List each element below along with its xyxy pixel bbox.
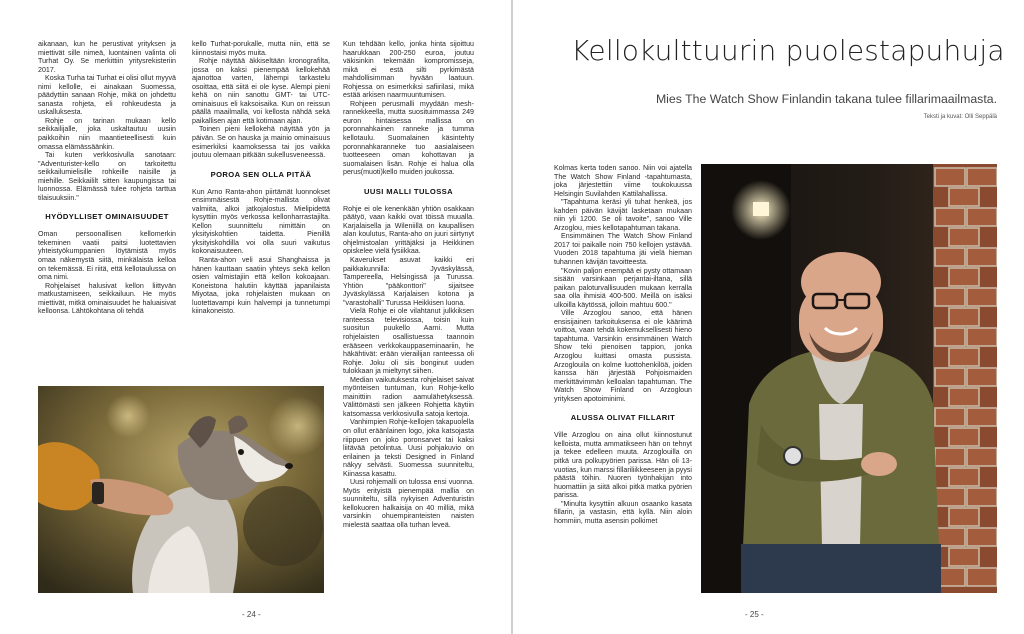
page-number-right: - 25 - <box>745 610 764 619</box>
article-credit: Teksti ja kuvat: Olli Seppälä <box>923 114 997 120</box>
body-paragraph: Ensimmäinen The Watch Show Finland 2017 toi paikalle noin 750 kellojen ystävää. Vuoden 2018 tapahtuma jäi vielä hieman tuhannen kävijän tavoitteesta. <box>554 232 692 267</box>
body-paragraph: Rohjeen perusmalli myydään mesh-rannekkeella, mutta suosituimmassa 249 euron hintaisessa mallissa on poronnahkainen ranneke ja tumma kellotaulu. Suomalainen käsintehty poronnahkaranneke tuo aasialaiseen tuotteeseen oman kohottavan ja suomalaisen lisän. Rohje ei halua olla perus(muoti)kello muiden joukossa. <box>343 99 474 177</box>
body-paragraph: Ville Arzoglou on aina ollut kiinnostunut kelloista, mutta ammatikseen hän on tehnyt ja tekee edelleen muuta. Arzoglouilla on pitkä ura polkupyörien parissa. Hän oli 13-vuotias, kun marssi fillariliikkeeseen ja pyysi päästä töihin. Nuoren työnhakijan into huomattiin ja siitä alkoi pitkä matka pyörien parissa. <box>554 431 692 500</box>
section-heading: ALUSSA OLIVAT FILLARIT <box>570 413 676 423</box>
section-heading: POROA SEN OLLA PITÄÄ <box>210 169 312 179</box>
body-paragraph: Tai kuten verkkosivulla sanotaan: "Adventurister-kello on tarkoitettu seikkailumielisille rohkeille naisille ja miehille. Seikkaililt sitten kaupungissa tai luonnossa. Elämässä tulee rohjeta tarttua tilaisuuksiin." <box>38 151 176 202</box>
body-paragraph: Kolmas kerta toden sanoo. Niin voi ajatella The Watch Show Finland -tapahtumasta, joka järjestettiin viime toukokuussa Helsingin Suvilahden Kattilahallissa. <box>554 164 692 198</box>
section-heading: UUSI MALLI TULOSSA <box>363 186 454 196</box>
body-paragraph: Uusi rohjemalli on tulossa ensi vuonna. Myös erityistä pienempää mallia on suunniteltu, sillä nykyisen Adventuristin kellokuoren halkaisija on 40 milliä, mikä varsinkin ohuempiranteisten naisten mielestä saattaa olla turhan leveä. <box>343 478 474 529</box>
body-paragraph: Rohjelaiset halusivat kellon liittyvän matkustamiseen, seikkailuun. He myös miettivät, mitkä ominaisuudet he haluaisivat kelloonsa. Lähtökohtana oli tehdä <box>38 281 176 316</box>
body-paragraph: "Kovin paljon enempää ei pysty ottamaan sisään varsinkaan perjantai-iltana, sillä paikan paloturvallisuuden mukaan kerralla saa olla ihmisiä 400-500. Meillä on isäksi ulkoilla käytössä, jolloin mahtuu 600." <box>554 266 692 309</box>
body-paragraph: Oman persoonallisen kellomerkin tekeminen vaatii paitsi luotettavien yhteistyökumppanien löytämistä myös omaa näkemystä siitä, minkälaista kelloa on tekemässä. Ei riitä, että kellotaulussa on oma nimi. <box>38 230 176 282</box>
body-paragraph: Ranta-ahon veli asui Shanghaissa ja hänen kauttaan saatiin yhteys sekä kellon osien valmistajiin että kellon kokoajaan. Koneistona halutiin käyttää japanilaista Miyotaa, joka rohjelaisten mukaan on luotettavampi kuin halvempi ja tunnetumpi kiinakoneisto. <box>192 256 330 316</box>
body-paragraph: Kun tehdään kello, jonka hinta sijoittuu haarukkaan 200-250 euroa, joutuu väkisinkin tekemään kompromisseja, mikä ei estä silti pyrkimästä mahdollisimman hyvään laatuun. Rohjessa on esimerkiksi safiirilasi, mikä estää arkisen naarmuuntumisen. <box>343 40 474 100</box>
right-column-1 <box>554 164 692 525</box>
left-page <box>0 0 511 634</box>
right-page <box>513 0 1024 634</box>
body-paragraph: Rohje on tarinan mukaan kello seikkailijalle, joka uskaltautuu uusiin paikkoihin niin maantieteellisesti kuin omassa elämässäänkin. <box>38 116 176 151</box>
body-paragraph: Rohje ei ole kenenkään yhtiön osakkaan päätyö, vaan kaikki ovat töissä muualla. Karjalaisella ja Wileniillä on kaupallisen alan koulutus, Ranta-aho on juuri siirtynyt ohjelmistoalan yrittäjäksi ja Heikkinen opiskelee vielä fysiikkaa. <box>343 204 474 256</box>
body-paragraph: "Tapahtuma keräsi yli tuhat henkeä, jos kahden päivän kävijät lasketaan mukaan niin yli 1200. Se oli tavoite", sanoo Ville Arzoglou, mies kellotapahtuman takana. <box>554 198 692 232</box>
body-paragraph: Ville Arzoglou sanoo, että hänen ensisijainen tarkoituksensa ei ole käärimä voittoa, vaan tehdä kokemuksellisesti hieno tapahtuma. Varsinkin ensimmäinen Watch Show teki pienoisen tappion, jonka Arzoglou kuittasi omasta pussista. Arzoglouila on kolme luottohenkilöä, joiden kanssa hän järjestää Pohjoismaiden merkittävimmän kelloalan tapahtuman. The Watch Show Finland on Arzogloun yrityksen apotoiminimi. <box>554 309 692 403</box>
left-column-2 <box>192 40 330 316</box>
body-paragraph: kello Turhat-porukalle, mutta niin, että se kiinnostaisi myös muita. <box>192 40 330 57</box>
article-title: Kellokulttuurin puolestapuhuja <box>571 34 1005 67</box>
body-paragraph: "Minulta kysyttiin alkuun osaanko kasata fillarin, ja vastasin, että kyllä. Niin aloin hommiin, mutta asensin polkimet <box>554 499 692 525</box>
body-paragraph: Median vaikutuksesta rohjelaiset saivat myönteisen tuntuman, kun Rohje-kello mainittiin radion aamulähetyksessä. Välittömästi sen jälkeen Rohjetta käytiin katsomassa verkkosivulla satoja kertoja. <box>343 375 474 418</box>
section-heading: HYÖDYLLISET OMINAISUUDET <box>45 212 169 222</box>
body-paragraph: aikanaan, kun he perustivat yrityksen ja miettivät sille nimeä, luontainen valinta oli Turhat Oy. Se merkittiin yritysrekisteriin 2017. <box>38 40 176 74</box>
ville-arzoglou-portrait-photo <box>701 164 997 593</box>
left-column-3 <box>343 40 474 530</box>
page-number-left: - 24 - <box>242 610 261 619</box>
body-paragraph: Koska Turha tai Turhat ei olisi ollut myyvä nimi kellolle, ei ainakaan Suomessa, päädyttiin sanaan Rohje, mikä on johdettu sanasta rohjeta, eli rohkeudesta ja uskalluksesta. <box>38 74 176 117</box>
body-paragraph: Kaverukset asuvat kaikki eri paikkakunnilla: Jyväskylässä, Tampereella, Helsingissä ja Turussa. Yhtiön "pääkonttori" sijaitsee Jyväskylässä Karjalaisen kotona ja "varastohalli" Turussa Heikkisen luona. <box>343 256 474 307</box>
australian-shepherd-photo <box>38 386 324 593</box>
body-paragraph: Toinen pieni kellokehä näyttää yön ja päivän. Se on hauska ja mainio ominaisuus esimerkiksi kaamoksessa tai jos vaikka joutuu olemaan pitkään sukellusveneessä. <box>192 125 330 160</box>
body-paragraph: Rohje näyttää äkkiseltään kronografilta, jossa on kaksi pienempää kellokehää ajanottoa varten, lähempi tarkastelu osoittaa, että siitä ei ole kyse. Alempi pieni kehä on niin sanottu GMT- tai UTC-ominaisuus eli kaksoisaika. Kun on reissun päällä maailmalla, voi kellosta nähdä sekä paikallisen ajan että kotimaan ajan. <box>192 57 330 125</box>
body-paragraph: Vielä Rohje ei ole vilahtanut julkkiksen ranteessa televisiossa, toisin kuin suositun puukello Aarni. Mutta rohjelaisten osallistuessa taannoin erääseen verkkokauppaseminaariin, he häkähtivät: erään vierailijan ranteessa oli Rohje. Joku oli siis bonginut uuden tulokkaan ja mieltynyt siihen. <box>343 307 474 376</box>
body-paragraph: Vanhimpien Rohje-kellojen takapuolella on ollut eräänlainen logo, joka katsojasta riippuen on joko poronsarvet tai kaksi liitävää petolintua. Uusi pohjakuvio on erilainen ja teksti Designed in Finland näkyy selvästi. Suomessa suunniteltu, Kiinassa kasattu. <box>343 418 474 478</box>
left-column-1 <box>38 40 176 316</box>
article-subtitle: Mies The Watch Show Finlandin takana tulee fillarimaailmasta. <box>655 92 997 106</box>
brick-wall <box>933 164 997 593</box>
body-paragraph: Kun Arno Ranta-ahon piirtämät luonnokset ensimmäisestä Rohje-mallista olivat valmiita, alkoi jatkojalostus. Mielipidettä kysyttiin myös verkossa kellonharrastajilta. Kellon suunnittelu nimittäin on yksityiskohtien taidetta. Pienillä yksityiskohdilla voi olla suuri vaikutus kokonaisuuteen. <box>192 187 330 256</box>
